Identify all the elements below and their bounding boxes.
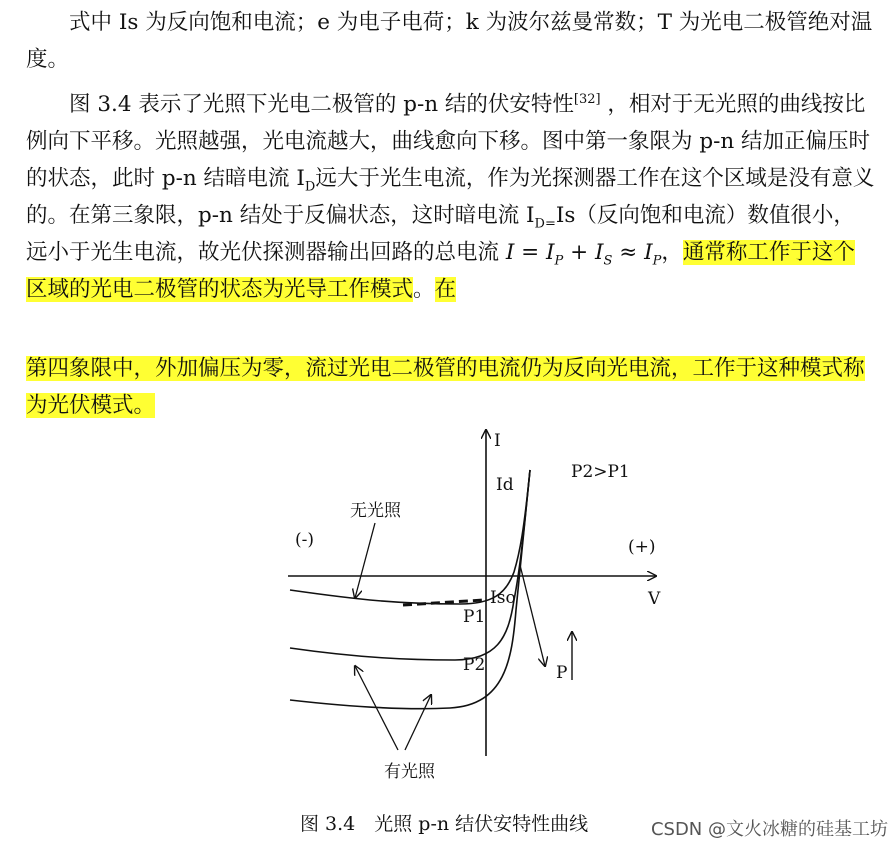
period: 。 xyxy=(413,277,435,302)
negative-label: (-) xyxy=(295,530,315,550)
total-current-formula: $I = I_P + I_S \approx I_P$ xyxy=(505,240,662,269)
p1-label: P1 xyxy=(463,607,486,627)
subscript-d: D xyxy=(304,179,316,195)
subscript-d-eq: D= xyxy=(534,216,556,232)
csdn-watermark: CSDN @文火冰糖的硅基工坊 xyxy=(650,819,888,840)
x-axis-label: V xyxy=(648,589,661,609)
p-decrease-arrow xyxy=(520,565,545,666)
id-label: Id xyxy=(496,475,514,495)
paragraph-2-text-a: 图 3.4 表示了光照下光电二极管的 p-n 结的伏安特性 xyxy=(69,92,574,117)
iv-characteristic-figure xyxy=(0,420,896,800)
reference-32[interactable]: [32] xyxy=(573,91,601,107)
p1-curve xyxy=(290,470,530,660)
paragraph-3 xyxy=(26,350,876,424)
paragraph-2-text-c: 远大于光生电流，作为光探测器工作在这个区域是没有意义的。在第三象限，p-n 结处于反偏状态，这时暗电流 I xyxy=(26,166,875,228)
p2-label: P2 xyxy=(463,655,486,675)
p2-gt-p1-label: P2>P1 xyxy=(571,462,630,482)
with-light-label: 有光照 xyxy=(384,762,435,782)
paragraph-2-text-d: Is（反向饱和电流）数值很小，远小于光生电流，故光伏探测器输出回路的总电流 xyxy=(26,203,855,265)
figure-caption: 图 3.4 光照 p-n 结伏安特性曲线 xyxy=(300,813,589,835)
p-label: P xyxy=(556,663,568,683)
y-axis-label: I xyxy=(494,431,501,451)
highlight-photovoltaic-mode: 第四象限中，外加偏压为零，流过光电二极管的电流仍为反向光电流，工作于这种模式称为光伏模式。 xyxy=(26,356,865,418)
paragraph-2-text-b: ，相对于无光照的曲线按比例向下平移。光照越强，光电流越大，曲线愈向下移。图中第一象限为 p-n 结加正偏压时的状态，此时 p-n 结暗电流 I xyxy=(26,92,871,191)
paragraph-2 xyxy=(26,86,876,308)
highlight-zai: 在 xyxy=(434,277,457,302)
positive-label: (+) xyxy=(628,537,656,557)
paragraph-1: 式中 Is 为反向饱和电流；e 为电子电荷；k 为波尔兹曼常数；T 为光电二极管绝对温度。 xyxy=(26,10,873,72)
comma: ， xyxy=(661,240,683,265)
dark-curve xyxy=(290,470,530,604)
iso-label: Iso xyxy=(490,588,516,608)
highlight-photoconductive-mode: 通常称工作于这个区域的光电二极管的状态为光导工作模式 xyxy=(26,240,855,302)
no-light-label: 无光照 xyxy=(350,501,401,521)
no-light-pointer xyxy=(355,523,375,598)
light-pointer-2 xyxy=(405,695,431,750)
